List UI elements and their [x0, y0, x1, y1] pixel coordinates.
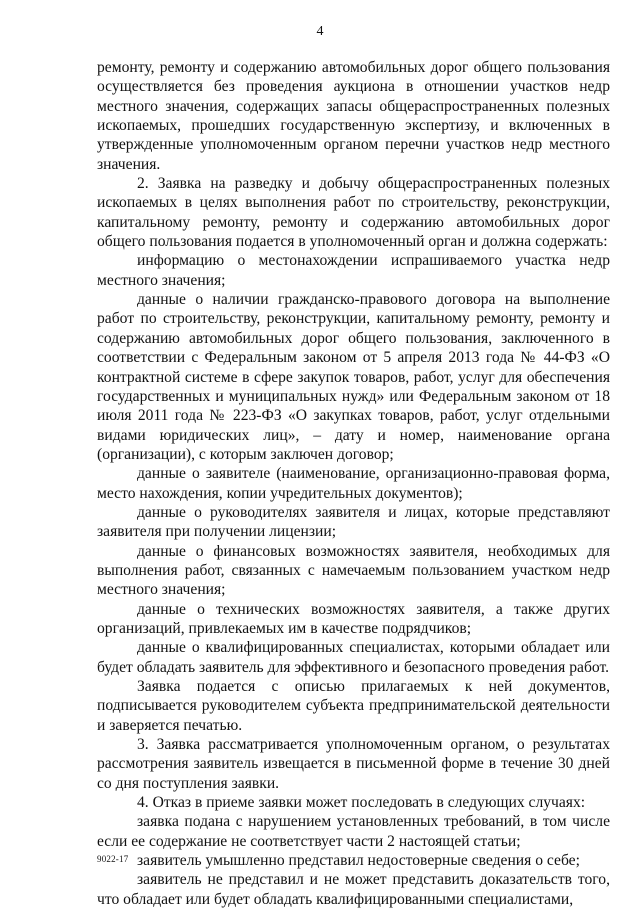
paragraph-item-2: 2. Заявка на разведку и добычу общераспространенных полезных ископаемых в целях выполнения работ по строительству, реконструкции, капитальному ремонту, ремонту и содержанию автомобильных дорог общего пользования подается в уполномоченный орган и должна содержать: [97, 175, 610, 251]
paragraph-item-3: 3. Заявка рассматривается уполномоченным органом, о результатах рассмотрения заявитель извещается в письменной форме в течение 30 дней со дня поступления заявки. [97, 736, 610, 792]
paragraph-item-4: 4. Отказ в приеме заявки может последовать в следующих случаях: [137, 794, 586, 812]
paragraph-refusal-requirements: заявка подана с нарушением установленных требований, в том числе если ее содержание не соответствует части 2 настоящей статьи; [97, 813, 610, 850]
paragraph-applicant-data: данные о заявителе (наименование, организационно-правовая форма, место нахождения, копии учредительных документов); [97, 465, 610, 502]
paragraph-refusal-false-info: заявитель умышленно представил недостоверные сведения о себе; [137, 852, 580, 870]
paragraph-contract-data: данные о наличии гражданско-правового договора на выполнение работ по строительству, реконструкции, капитальному ремонту, ремонту и содержанию автомобильных дорог общего пользования, заключенного в соответствии с Федеральным законом от 5 апреля 2013 года № 44-ФЗ «О контрактной системе в сфере закупок товаров, работ, услуг для обеспечения государственных и муниципальных нужд» или Федеральным законом от 18 июля 2011 года № 223-ФЗ «О закупках товаров, работ, услуг отдельными видами юридических лиц», – дату и номер, наименование органа (организации), с которым заключен договор; [97, 291, 610, 463]
paragraph-location-info: информацию о местонахождении испрашиваемого участка недр местного значения; [97, 252, 610, 289]
footer-document-code: 9022-17 [97, 854, 129, 864]
document-body [97, 58, 610, 909]
paragraph-specialists-data: данные о квалифицированных специалистах, которыми обладает или будет обладать заявитель для эффективного и безопасного проведения работ. [97, 639, 610, 676]
paragraph-financial-data: данные о финансовых возможностях заявителя, необходимых для выполнения работ, связанных с намечаемым пользованием участком недр местного значения; [97, 542, 610, 599]
paragraph-refusal-no-evidence: заявитель не представил и не может представить доказательств того, что обладает или будет обладать квалифицированными специалистами, [97, 871, 610, 908]
paragraph-application-inventory: Заявка подается с описью прилагаемых к ней документов, подписывается руководителем субъекта предпринимательской деятельности и заверяется печатью. [97, 678, 610, 734]
paragraph-technical-data: данные о технических возможностях заявителя, а также других организаций, привлекаемых им в качестве подрядчиков; [97, 600, 610, 637]
page-number: 4 [316, 24, 324, 39]
paragraph-managers-data: данные о руководителях заявителя и лицах, которые представляют заявителя при получении лицензии; [97, 503, 610, 541]
paragraph-continuation: ремонту, ремонту и содержанию автомобильных дорог общего пользования осуществляется без проведения аукциона в отношении участков недр местного значения, содержащих запасы общераспространенных полезных ископаемых, прошедших государственную экспертизу, и включенных в утвержденные уполномоченным органом перечни участков недр местного значения. [97, 59, 610, 173]
